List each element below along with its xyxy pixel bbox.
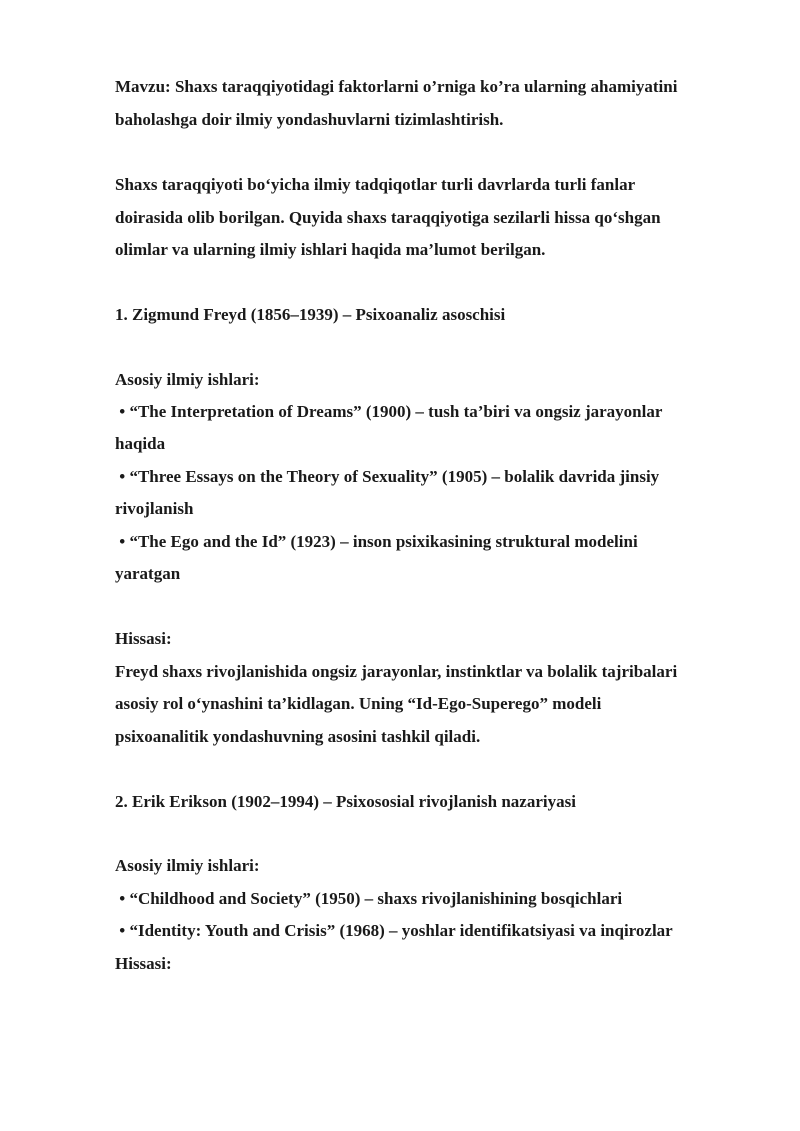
list-item-continuation: haqida: [115, 434, 166, 453]
list-item: • “Three Essays on the Theory of Sexuality” (1905) – bolalik davrida jinsiy: [115, 467, 660, 486]
list-item: • “Childhood and Society” (1950) – shaxs rivojlanishining bosqichlari: [115, 889, 623, 908]
section-heading-freyd: 1. Zigmund Freyd (1856–1939) – Psixoanaliz asoschisi: [115, 305, 506, 324]
intro-line-3: olimlar va ularning ilmiy ishlari haqida ma’lumot berilgan.: [115, 240, 546, 259]
list-item: • “The Interpretation of Dreams” (1900) – tush ta’biri va ongsiz jarayonlar: [115, 402, 663, 421]
intro-line-1: Shaxs taraqqiyoti bo‘yicha ilmiy tadqiqotlar turli davrlarda turli fanlar: [115, 175, 636, 194]
works-heading-freyd: Asosiy ilmiy ishlari:: [115, 370, 260, 389]
topic-line-2: baholashga doir ilmiy yondashuvlarni tizimlashtirish.: [115, 110, 504, 129]
list-item: • “The Ego and the Id” (1923) – inson psixikasining struktural modelini: [115, 532, 638, 551]
section-heading-erikson: 2. Erik Erikson (1902–1994) – Psixososial rivojlanish nazariyasi: [115, 792, 576, 811]
list-item: • “Identity: Youth and Crisis” (1968) – yoshlar identifikatsiyasi va inqirozlar: [115, 921, 673, 940]
list-item-continuation: rivojlanish: [115, 499, 194, 518]
contribution-line-1: Freyd shaxs rivojlanishida ongsiz jarayonlar, instinktlar va bolalik tajribalari: [115, 662, 678, 681]
list-item-continuation: yaratgan: [115, 564, 181, 583]
topic-line-1: Mavzu: Shaxs taraqqiyotidagi faktorlarni o’rniga ko’ra ularning ahamiyatini: [115, 77, 678, 96]
intro-line-2: doirasida olib borilgan. Quyida shaxs taraqqiyotiga sezilarli hissa qo‘shgan: [115, 208, 661, 227]
contribution-heading-freyd: Hissasi:: [115, 629, 172, 648]
contribution-line-3: psixoanalitik yondashuvning asosini tashkil qiladi.: [115, 727, 481, 746]
contribution-line-2: asosiy rol o‘ynashini ta’kidlagan. Uning “Id-Ego-Superego” modeli: [115, 694, 602, 713]
contribution-heading-erikson: Hissasi:: [115, 954, 172, 973]
works-heading-erikson: Asosiy ilmiy ishlari:: [115, 856, 260, 875]
